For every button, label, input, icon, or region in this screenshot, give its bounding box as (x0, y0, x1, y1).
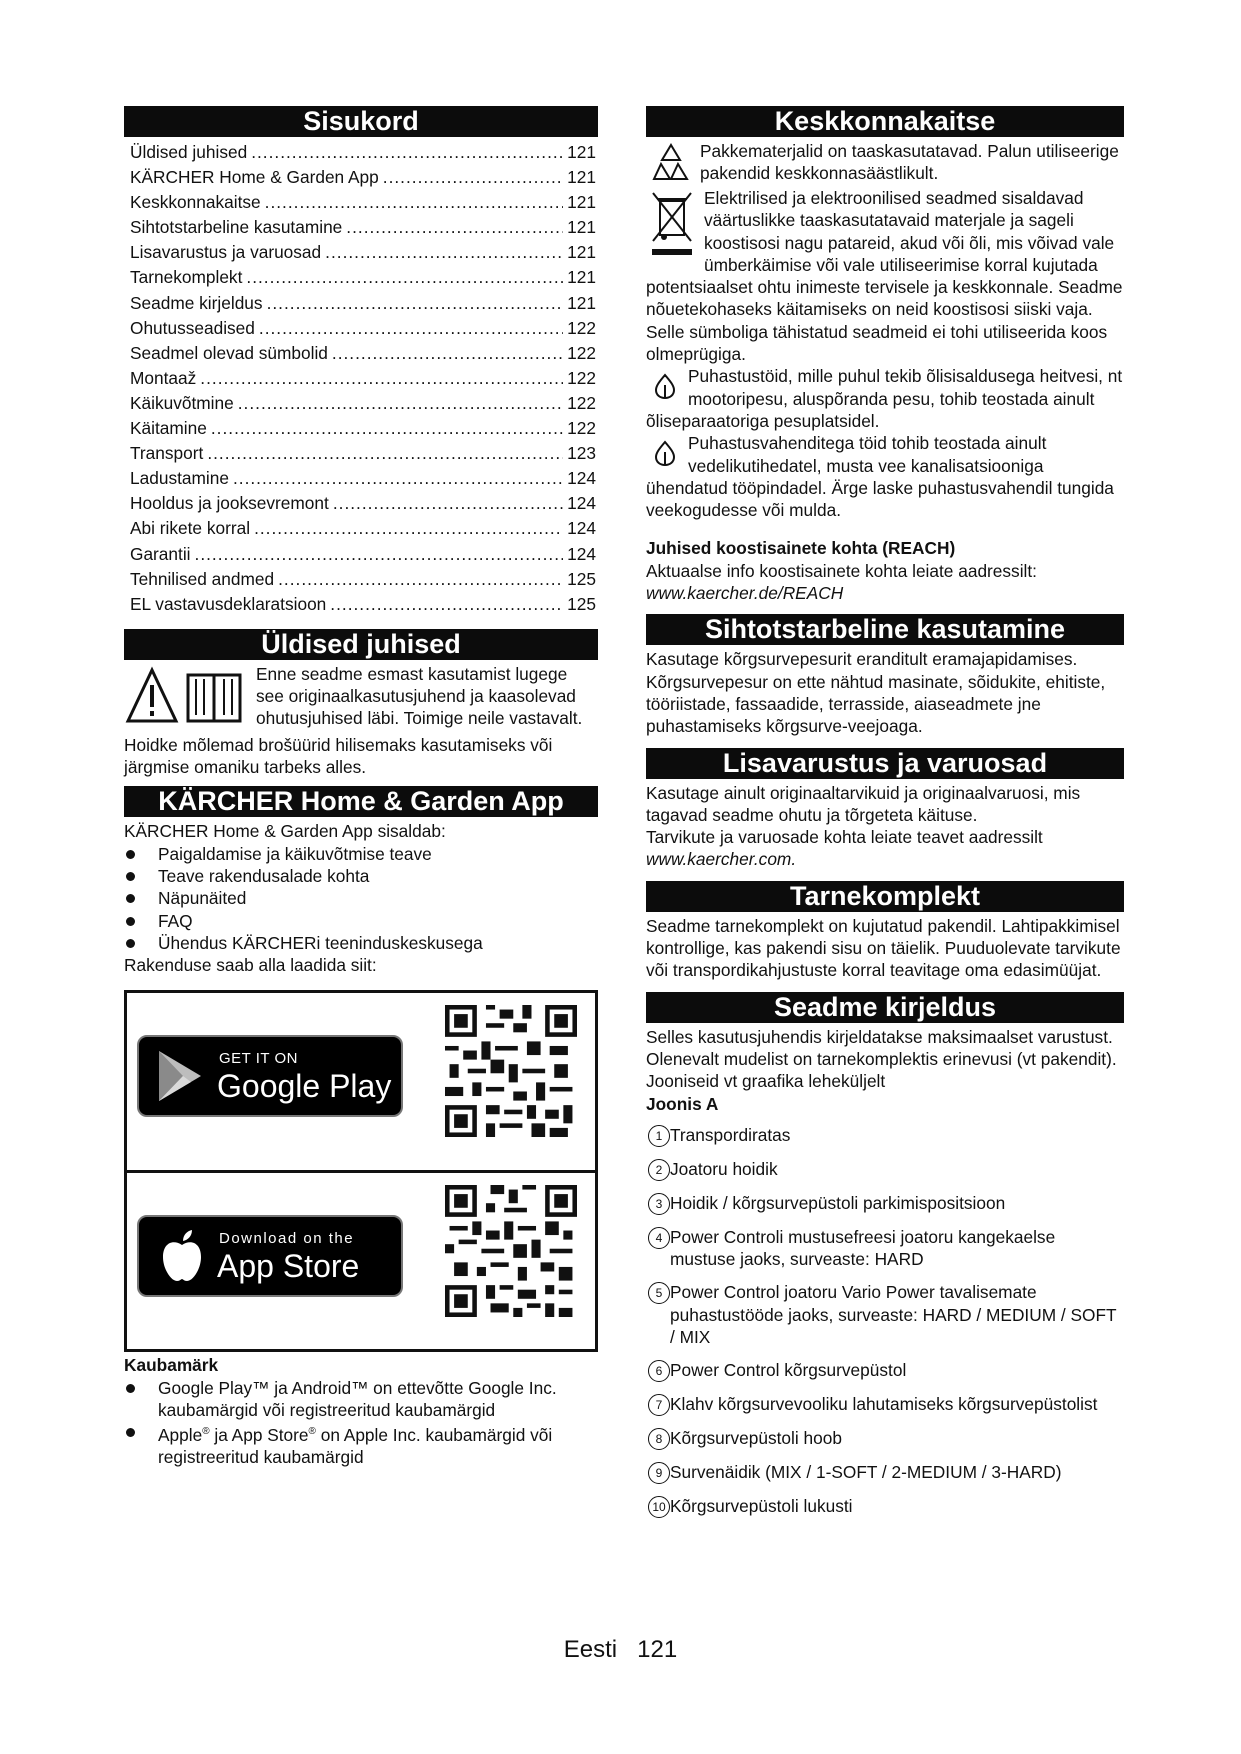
reach-heading: Juhised koostisainete kohta (REACH) (646, 538, 956, 559)
toc-entry[interactable]: Tarnekomplekt ..... 121 (130, 265, 596, 290)
legend-item: 1 Transpordiratas (646, 1124, 1124, 1147)
list-item: Näpunäited (124, 887, 598, 909)
component-legend (646, 1124, 1124, 1518)
legend-item: 4 Power Controli mustusefreesi joatoru kangekaelse mustuse jaoks, surveaste: HARD (646, 1226, 1124, 1271)
water-drop-icon (652, 440, 678, 471)
legend-item: 3 Hoidik / kõrgsurvepüstoli parkimispositsioon (646, 1192, 1124, 1215)
toc-entry[interactable]: Seadme kirjeldus ..... 121 (130, 291, 596, 316)
env-text-3: Puhastustöid, mille puhul tekib õlisisaldusega heitvesi, nt mootoripesu, aluspõranda pesu, tohib teostada ainult õliseparaatoriga pesuplatsidel. (646, 366, 1123, 431)
toc-entry[interactable]: Sihtotstarbeline kasutamine ..... 121 (130, 215, 596, 240)
env-text-2: Elektrilised ja elektroonilised seadmed sisaldavad väärtuslikke taaskasutatavaid materjale ja sageli koostisosi nagu patareid, akud või õli, mis võivad vale ümberkäimise või vale utiliseerimise korral kujutada potentsiaalset ohtu inimeste tervisele ja keskkonnale. Seadme nõuetekohaseks käitamiseks on neid koostisosi siiski vaja. Selle sümboliga tähistatud seadmeid ei tohi utiliseerida koos olmeprügiga. (646, 188, 1123, 365)
toc-entry[interactable]: Lisavarustus ja varuosad ..... 121 (130, 240, 596, 265)
description-text-2: Jooniseid vt graafika leheküljelt (646, 1071, 886, 1092)
app-feature-list (124, 843, 598, 954)
toc-entry[interactable]: Ladustamine ..... 124 (130, 466, 596, 491)
toc-entry[interactable]: Käitamine ..... 122 (130, 416, 596, 441)
toc-entry[interactable]: Transport ..... 123 (130, 441, 596, 466)
toc-entry[interactable]: Keskkonnakaitse ..... 121 (130, 190, 596, 215)
accessories-text-2: Tarvikute ja varuosade kohta leiate teavet aadressilt (646, 827, 1043, 848)
legend-item: 7 Klahv kõrgsurvevooliku lahutamiseks kõrgsurvepüstolist (646, 1393, 1124, 1416)
scope-text: Seadme tarnekomplekt on kujutatud pakendil. Lahtipakkimisel kontrollige, kas pakendi sisu on täielik. Puuduolevate tarvikute või transpordikahjustuste korral teavitage oma edasimüüjat. (646, 915, 1121, 981)
warning-manual-icon (124, 665, 246, 734)
list-item: Google Play™ ja Android™ on ettevõtte Google Inc. kaubamärgid või registreeritud kaubamärgid (124, 1377, 598, 1422)
toc-heading: Sisukord (124, 106, 598, 137)
toc-entry[interactable]: Üldised juhised ..... 121 (130, 140, 596, 165)
crossed-bin-icon (650, 189, 694, 266)
description-heading: Seadme kirjeldus (646, 992, 1124, 1023)
google-play-row (127, 993, 595, 1173)
use-heading: Sihtotstarbeline kasutamine (646, 614, 1124, 645)
general-text-2: Hoidke mõlemad brošüürid hilisemaks kasutamiseks või järgmise omaniku tarbeks alles. (124, 734, 553, 778)
toc-entry[interactable]: KÄRCHER Home & Garden App ..... 121 (130, 165, 596, 190)
legend-item: 9 Survenäidik (MIX / 1-SOFT / 2-MEDIUM / 3-HARD) (646, 1461, 1124, 1484)
toc-entry[interactable]: Seadmel olevad sümbolid ..... 122 (130, 341, 596, 366)
list-item: Teave rakendusalade kohta (124, 865, 598, 887)
figure-label: Joonis A (646, 1093, 719, 1114)
footer-language: Eesti (563, 1636, 618, 1663)
page-footer (0, 1636, 1241, 1664)
toc-entry[interactable]: Abi rikete korral ..... 124 (130, 516, 596, 541)
reach-text: Aktuaalse info koostisainete kohta leiate aadressilt: (646, 560, 1037, 581)
toc-list (124, 140, 598, 617)
toc-entry[interactable]: Hooldus ja jooksevremont ..... 124 (130, 491, 596, 516)
store-box (124, 990, 598, 1352)
app-store-qr-code[interactable] (445, 1185, 577, 1317)
accessories-text-1: Kasutage ainult originaaltarvikuid ja originaalvaruosi, mis tagavad seadme ohutu ja tõrgeteta käituse. (646, 782, 1081, 825)
env-text-4: Puhastusvahenditega töid tohib teostada ainult vedelikutihedatel, musta vee kanalisatsiooniga ühendatud tööpindadel. Ärge laske puhastusvahendil tungida veekogudesse või mulda. (646, 433, 1114, 521)
env-text-1: Pakkematerjalid on taaskasutatavad. Palun utiliseerige pakendid keskkonnasäästlikult. (700, 141, 1119, 184)
description-text-1: Selles kasutusjuhendis kirjeldatakse maksimaalset varustust. Olenevalt mudelist on tarnekomplektis erinevusi (vt pakendit). (646, 1026, 1117, 1069)
toc-entry[interactable]: Montaaž ..... 122 (130, 366, 596, 391)
trademark-list (124, 1377, 598, 1469)
legend-item: 8 Kõrgsurvepüstoli hoob (646, 1427, 1124, 1450)
app-store-row (127, 1173, 595, 1350)
general-section (124, 663, 598, 779)
app-store-small-label: Download on the (219, 1230, 355, 1248)
toc-entry[interactable]: Garantii ..... 124 (130, 542, 596, 567)
toc-entry[interactable]: EL vastavusdeklaratsioon ..... 125 (130, 592, 596, 617)
google-play-button[interactable] (137, 1035, 403, 1117)
app-store-button[interactable] (137, 1215, 403, 1297)
reach-link[interactable]: www.kaercher.de/REACH (646, 583, 844, 604)
left-column (124, 106, 598, 1469)
google-play-qr-code[interactable] (445, 1005, 577, 1137)
google-play-small-label: GET IT ON (219, 1050, 298, 1068)
env-heading: Keskkonnakaitse (646, 106, 1124, 137)
accessories-heading: Lisavarustus ja varuosad (646, 748, 1124, 779)
scope-heading: Tarnekomplekt (646, 881, 1124, 912)
general-text-1: Enne seadme esmast kasutamist lugege see originaalkasutusjuhend ja kaasolevad ohutusjuhised läbi. Toimige neile vastavalt. (256, 663, 583, 729)
app-heading: KÄRCHER Home & Garden App (124, 786, 598, 817)
recycling-icon (652, 142, 690, 187)
toc-entry[interactable]: Tehnilised andmed ..... 125 (130, 567, 596, 592)
list-item: Paigaldamise ja käikuvõtmise teave (124, 843, 598, 865)
play-store-icon (155, 1049, 205, 1103)
toc-entry[interactable]: Ohutusseadised ..... 122 (130, 316, 596, 341)
google-play-label: Google Play (217, 1068, 392, 1105)
use-text-2: Kõrgsurvepesur on ette nähtud masinate, sõidukite, ehitiste, tööriistade, fassaadide, terrasside, aiaseadmete jne puhastamiseks kõrgsurve-veejoaga. (646, 671, 1106, 737)
legend-item: 5 Power Control joatoru Vario Power tavalisemate puhastustööde jaoks, surveaste: HARD / MEDIUM / SOFT / MIX (646, 1281, 1124, 1348)
use-text-1: Kasutage kõrgsurvepesurit eranditult eramajapidamises. (646, 649, 1078, 670)
app-download-text: Rakenduse saab alla laadida siit: (124, 955, 377, 976)
legend-item: 10 Kõrgsurvepüstoli lukusti (646, 1495, 1124, 1518)
env-section (646, 140, 1124, 604)
apple-icon (159, 1229, 205, 1283)
app-intro: KÄRCHER Home & Garden App sisaldab: (124, 821, 446, 842)
list-item: Ühendus KÄRCHERi teeninduskeskusega (124, 932, 598, 954)
app-store-label: App Store (217, 1248, 360, 1285)
footer-page-number: 121 (637, 1636, 678, 1663)
general-heading: Üldised juhised (124, 629, 598, 660)
list-item: FAQ (124, 910, 598, 932)
toc-entry[interactable]: Käikuvõtmine ..... 122 (130, 391, 596, 416)
legend-item: 6 Power Control kõrgsurvepüstol (646, 1359, 1124, 1382)
water-drop-icon (652, 373, 678, 404)
legend-item: 2 Joatoru hoidik (646, 1158, 1124, 1181)
accessories-link[interactable]: www.kaercher.com. (646, 849, 797, 870)
trademark-heading: Kaubamärk (124, 1355, 219, 1376)
list-item: Apple® ja App Store® on Apple Inc. kaubamärgid või registreeritud kaubamärgid (124, 1421, 598, 1468)
right-column (646, 106, 1124, 1529)
